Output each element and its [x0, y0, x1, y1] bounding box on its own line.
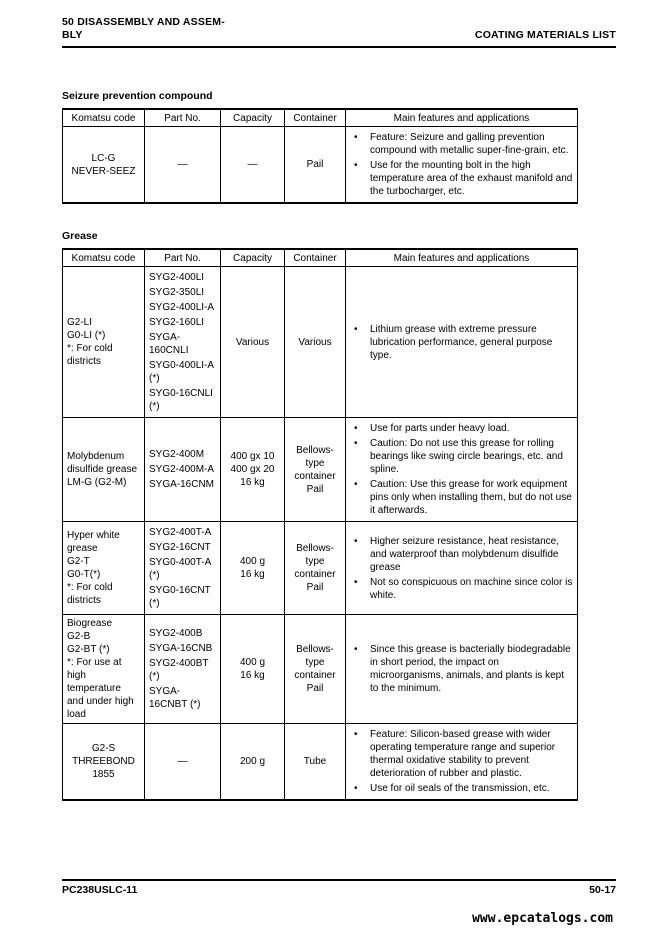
part-no-cell	[145, 724, 221, 801]
part-no-cell-line: —	[177, 159, 188, 170]
seizure-compound-table	[62, 108, 578, 204]
komatsu-code-cell-line: LC-G	[91, 152, 116, 164]
komatsu-code-cell-line: LM-G (G2-M)	[67, 477, 127, 488]
page-number: 50-17	[589, 884, 616, 896]
komatsu-code-cell-line: NEVER-SEEZ	[71, 165, 136, 177]
capacity-cell-line: Various	[235, 336, 270, 348]
komatsu-code-cell-line: G0-T(*)	[67, 569, 101, 580]
capacity-cell-line: —	[247, 159, 258, 170]
features-list	[350, 643, 573, 695]
part-no-cell-line: SYGA-16CNB	[149, 643, 213, 654]
feature-item: • Use for parts under heavy load.	[350, 422, 573, 435]
komatsu-code-cell	[63, 615, 145, 724]
part-no-cell-line: SYG2-16CNT	[149, 542, 211, 553]
table-row	[63, 418, 578, 522]
capacity-cell-line: 200 g	[239, 756, 266, 767]
feature-item: • Use for the mounting bolt in the high temperature area of the exhaust manifold and the turbocharger, etc.	[350, 159, 573, 198]
table-row	[63, 724, 578, 801]
komatsu-code-cell-line: *: For cold districts	[67, 582, 113, 606]
column-header: Part No.	[145, 249, 221, 267]
container-cell	[285, 418, 346, 522]
features-cell	[346, 615, 578, 724]
feature-item: • Since this grease is bacterially biodegradable in short period, the impact on microorganisms, animals, and plants is kept to the minimum.	[350, 643, 573, 695]
container-cell	[285, 615, 346, 724]
footer-rule	[62, 879, 616, 881]
capacity-cell	[221, 522, 285, 615]
komatsu-code-cell	[63, 267, 145, 418]
komatsu-code-cell-line: Molybdenum disulfide grease	[67, 451, 138, 475]
chapter-title-line2: BLY	[62, 29, 83, 41]
features-list	[350, 535, 573, 602]
container-cell-line: Bellows-type container	[294, 543, 336, 580]
komatsu-code-cell-line: Hyper white grease	[67, 530, 120, 554]
komatsu-code-cell-line: G2-BT (*)	[67, 644, 110, 655]
komatsu-code-cell	[63, 418, 145, 522]
feature-item: • Feature: Silicon-based grease with wider operating temperature range and superior thermal oxidative stability to prevent deterioration of rubber and plastic.	[350, 728, 573, 780]
komatsu-code-cell	[63, 127, 145, 204]
part-no-cell-line: SYG2-400LI	[149, 272, 205, 283]
part-no-cell	[145, 267, 221, 418]
table-row	[63, 127, 578, 204]
features-list	[350, 422, 573, 517]
container-cell	[285, 267, 346, 418]
model-number: PC238USLC-11	[62, 884, 138, 896]
feature-item: • Not so conspicuous on machine since color is white.	[350, 576, 573, 602]
column-header: Main features and applications	[346, 249, 578, 267]
page-section-title: COATING MATERIALS LIST	[474, 29, 616, 41]
part-no-cell	[145, 615, 221, 724]
part-no-cell-line: SYG0-16CNLI (*)	[149, 388, 213, 412]
chapter-title	[62, 16, 225, 42]
komatsu-code-cell-line: *: For cold districts	[67, 343, 113, 367]
features-cell	[346, 418, 578, 522]
komatsu-code-cell-line: Biogrease	[67, 618, 113, 629]
container-cell-line: Pail	[306, 582, 324, 593]
features-list	[350, 131, 573, 198]
container-cell-line: Pail	[306, 683, 324, 694]
komatsu-code-cell-line: G2-T	[67, 556, 90, 567]
part-no-cell-line: SYG2-400M-A	[149, 464, 215, 475]
part-no-cell-line: SYGA-160CNLI	[149, 332, 189, 356]
container-cell-line: Various	[298, 336, 332, 348]
section-title-grease: Grease	[62, 230, 98, 242]
capacity-cell	[221, 267, 285, 418]
komatsu-code-cell-line: 1855	[92, 769, 115, 780]
komatsu-code-cell	[63, 724, 145, 801]
watermark-link[interactable]: www.epcatalogs.com	[472, 911, 613, 926]
part-no-cell-line: SYG2-400M	[149, 449, 205, 460]
komatsu-code-cell	[63, 522, 145, 615]
features-list	[350, 323, 573, 362]
column-header: Part No.	[145, 109, 221, 127]
part-no-cell-line: SYG2-400LI-A	[149, 302, 215, 313]
part-no-cell-line: SYG2-400T-A	[149, 527, 212, 538]
part-no-cell-line: SYG0-400LI-A (*)	[149, 360, 214, 384]
capacity-cell	[221, 615, 285, 724]
container-cell	[285, 522, 346, 615]
komatsu-code-cell-line: G2-B	[67, 631, 91, 642]
capacity-cell-line: 16 kg	[240, 670, 265, 681]
capacity-cell-line: 400 gx 20	[230, 464, 275, 475]
column-header: Capacity	[221, 109, 285, 127]
part-no-cell	[145, 522, 221, 615]
part-no-cell-line: SYG0-400T-A (*)	[149, 557, 211, 581]
capacity-cell-line: 400 g	[239, 556, 266, 567]
capacity-cell-line: 400 gx 10	[230, 451, 275, 462]
komatsu-code-cell-line: G0-LI (*)	[67, 330, 106, 341]
column-header: Komatsu code	[63, 249, 145, 267]
capacity-cell	[221, 418, 285, 522]
container-cell-line: Bellows-type container	[294, 644, 336, 681]
komatsu-code-cell-line: THREEBOND	[72, 756, 135, 767]
capacity-cell	[221, 724, 285, 801]
part-no-cell-line: SYG2-160LI	[149, 317, 205, 328]
features-list	[350, 728, 573, 795]
grease-table	[62, 248, 578, 801]
column-header: Container	[285, 109, 346, 127]
column-header: Main features and applications	[346, 109, 578, 127]
capacity-cell-line: 400 g	[239, 657, 266, 668]
part-no-cell-line: SYGA-16CNM	[149, 479, 215, 490]
part-no-cell-line: SYG2-400B	[149, 628, 203, 639]
feature-item: • Lithium grease with extreme pressure lubrication performance, general purpose type.	[350, 323, 573, 362]
container-cell	[285, 127, 346, 204]
feature-item: • Caution: Do not use this grease for rolling bearings like swing circle bearings, etc. and spline.	[350, 437, 573, 476]
komatsu-code-cell-line: *: For use at high temperature and under high load	[67, 657, 134, 720]
part-no-cell	[145, 127, 221, 204]
table-row	[63, 267, 578, 418]
column-header: Container	[285, 249, 346, 267]
container-cell-line: Bellows-type container	[294, 444, 336, 482]
chapter-title-line1: 50 DISASSEMBLY AND ASSEM-	[62, 16, 225, 28]
features-cell	[346, 522, 578, 615]
table-row	[63, 615, 578, 724]
feature-item: • Caution: Use this grease for work equipment pins only when installing them, but do not use it afterwards.	[350, 478, 573, 517]
part-no-cell-line: SYG0-16CNT (*)	[149, 585, 211, 609]
container-cell-line: Pail	[306, 483, 324, 495]
column-header: Komatsu code	[63, 109, 145, 127]
capacity-cell-line: 16 kg	[240, 569, 265, 580]
features-cell	[346, 127, 578, 204]
table-header-row	[63, 109, 578, 127]
container-cell-line: Pail	[306, 159, 324, 170]
part-no-cell-line: SYG2-350LI	[149, 287, 205, 298]
part-no-cell-line: —	[177, 756, 188, 767]
container-cell	[285, 724, 346, 801]
column-header: Capacity	[221, 249, 285, 267]
table-header-row	[63, 249, 578, 267]
capacity-cell	[221, 127, 285, 204]
part-no-cell	[145, 418, 221, 522]
features-cell	[346, 724, 578, 801]
container-cell-line: Tube	[303, 756, 327, 767]
part-no-cell-line: SYGA-16CNBT (*)	[149, 686, 201, 710]
feature-item: • Use for oil seals of the transmission, etc.	[350, 782, 573, 795]
feature-item: • Feature: Seizure and galling prevention compound with metallic super-fine-grain, etc.	[350, 131, 573, 157]
header-rule	[62, 46, 616, 48]
capacity-cell-line: 16 kg	[240, 477, 265, 488]
section-title-seizure: Seizure prevention compound	[62, 90, 213, 102]
komatsu-code-cell-line: G2-LI	[67, 317, 93, 328]
komatsu-code-cell-line: G2-S	[91, 743, 116, 754]
table-row	[63, 522, 578, 615]
feature-item: • Higher seizure resistance, heat resistance, and waterproof than molybdenum disulfide grease	[350, 535, 573, 574]
part-no-cell-line: SYG2-400BT (*)	[149, 658, 209, 682]
features-cell	[346, 267, 578, 418]
